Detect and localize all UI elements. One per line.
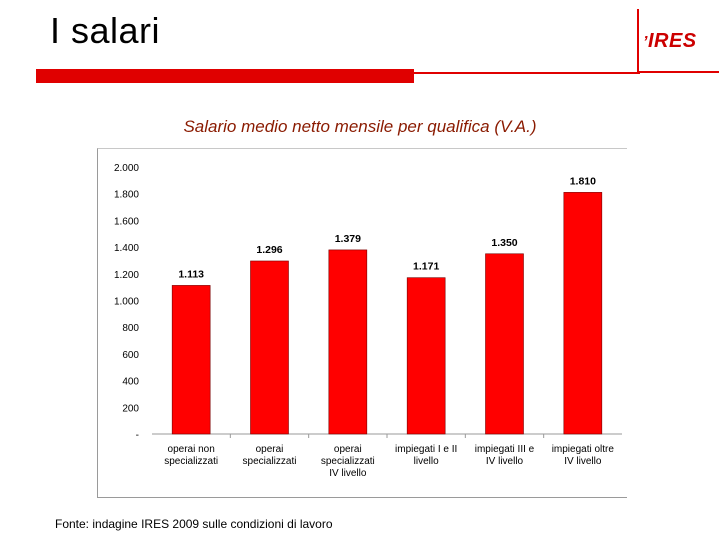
ires-logo <box>643 30 697 53</box>
category-label: specializzati <box>320 456 375 467</box>
logo-accent-mark: ’ <box>643 34 648 51</box>
chart-title: Salario medio netto mensile per qualifica (V.A.) <box>183 117 537 136</box>
data-label: 1.296 <box>256 243 283 256</box>
category-label: IV livello <box>485 456 524 467</box>
data-label: 1.810 <box>569 175 596 188</box>
y-tick-label: 1.200 <box>113 269 139 281</box>
bar-chart <box>97 148 627 498</box>
category-label: IV livello <box>564 456 602 467</box>
y-tick-label: 200 <box>122 403 139 415</box>
y-tick-label: 2.000 <box>113 163 139 174</box>
bar <box>564 192 602 434</box>
title-accent-bar <box>36 69 414 83</box>
data-label: 1.171 <box>413 260 440 273</box>
category-label: operai <box>333 444 362 455</box>
category-label: specializzati <box>164 456 219 467</box>
category-label: impiegati oltre <box>551 444 614 455</box>
bar <box>407 278 445 434</box>
logo-text: IRES <box>647 30 697 52</box>
category-label: IV livello <box>329 468 367 479</box>
bar <box>329 250 367 434</box>
y-tick-label: 800 <box>122 323 139 335</box>
bar <box>172 285 210 434</box>
category-label: impiegati I e II <box>395 444 458 455</box>
y-tick-label: 1.000 <box>113 296 139 308</box>
category-label: operai <box>255 444 284 455</box>
bar <box>486 254 524 434</box>
data-label: 1.113 <box>178 268 205 281</box>
bar <box>251 261 289 434</box>
data-label: 1.379 <box>334 232 361 245</box>
category-label: livello <box>413 456 439 467</box>
y-tick-label: 600 <box>122 349 139 361</box>
y-tick-label: - <box>135 430 139 441</box>
y-tick-label: 1.800 <box>113 189 139 201</box>
category-label: specializzati <box>242 456 297 467</box>
y-tick-label: 1.400 <box>113 243 139 255</box>
y-tick-label: 400 <box>122 376 139 388</box>
data-label: 1.350 <box>491 236 518 249</box>
category-label: impiegati III e <box>474 444 535 455</box>
category-label: operai non <box>167 444 215 455</box>
slide-title: I salari <box>50 10 161 51</box>
y-tick-label: 1.600 <box>113 216 139 228</box>
source-note: Fonte: indagine IRES 2009 sulle condizioni di lavoro <box>55 517 333 531</box>
